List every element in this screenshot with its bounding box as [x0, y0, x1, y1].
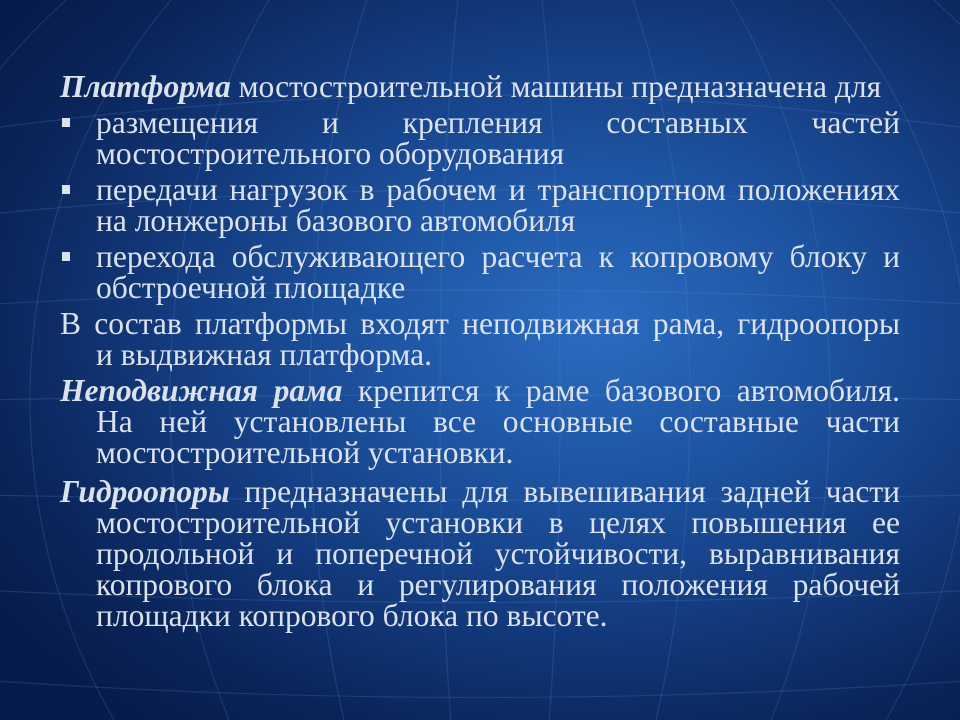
square-bullet-icon [62, 252, 70, 261]
text-line: и выдвижная платформа. [96, 337, 433, 372]
text-line: В состав платформы входят неподвижная рама, гидроопоры [60, 306, 900, 341]
paragraph-hydraulic-supports [60, 476, 900, 631]
paragraph-fixed-frame [60, 375, 900, 468]
bullet-item [60, 174, 900, 236]
lead-term: Неподвижная рама [60, 373, 343, 408]
text-line: мостостроительного оборудования [96, 136, 565, 171]
text-line: передачи нагрузок в рабочем и транспортном положениях [96, 172, 900, 207]
line-text: крепится к раме базового автомобиля. [357, 373, 901, 408]
text-line: на лонжероны базового автомобиля [96, 203, 576, 238]
paragraph-platform [60, 71, 900, 102]
text-line: обстроечной площадке [96, 270, 406, 305]
text-line: размещения и крепления составных частей [96, 105, 900, 140]
line-text: мостостроительной машины предназначена для [238, 69, 882, 104]
text-line: мостостроительной установки. [96, 435, 514, 470]
bullet-item [60, 241, 900, 303]
text-line: мостостроительной установки в целях повышения ее [96, 505, 900, 540]
text-line [60, 476, 900, 507]
square-bullet-icon [62, 118, 70, 127]
text-line: продольной и поперечной устойчивости, выравнивания [96, 536, 900, 571]
slide-body [60, 71, 900, 631]
line-text: предназначены для вывешивания задней части [244, 474, 900, 509]
text-line: копрового блока и регулирования положения рабочей [96, 567, 900, 602]
lead-term: Платформа [60, 69, 231, 104]
text-line: площадки копрового блока по высоте. [96, 598, 608, 633]
paragraph-composition [60, 308, 900, 370]
text-line: перехода обслуживающего расчета к копровому блоку и [96, 239, 900, 274]
text-line: На ней установлены все основные составные части [96, 404, 900, 439]
text-line [60, 71, 900, 102]
lead-term: Гидроопоры [60, 474, 230, 509]
square-bullet-icon [62, 185, 70, 194]
text-line [60, 375, 900, 406]
bullet-item [60, 107, 900, 169]
